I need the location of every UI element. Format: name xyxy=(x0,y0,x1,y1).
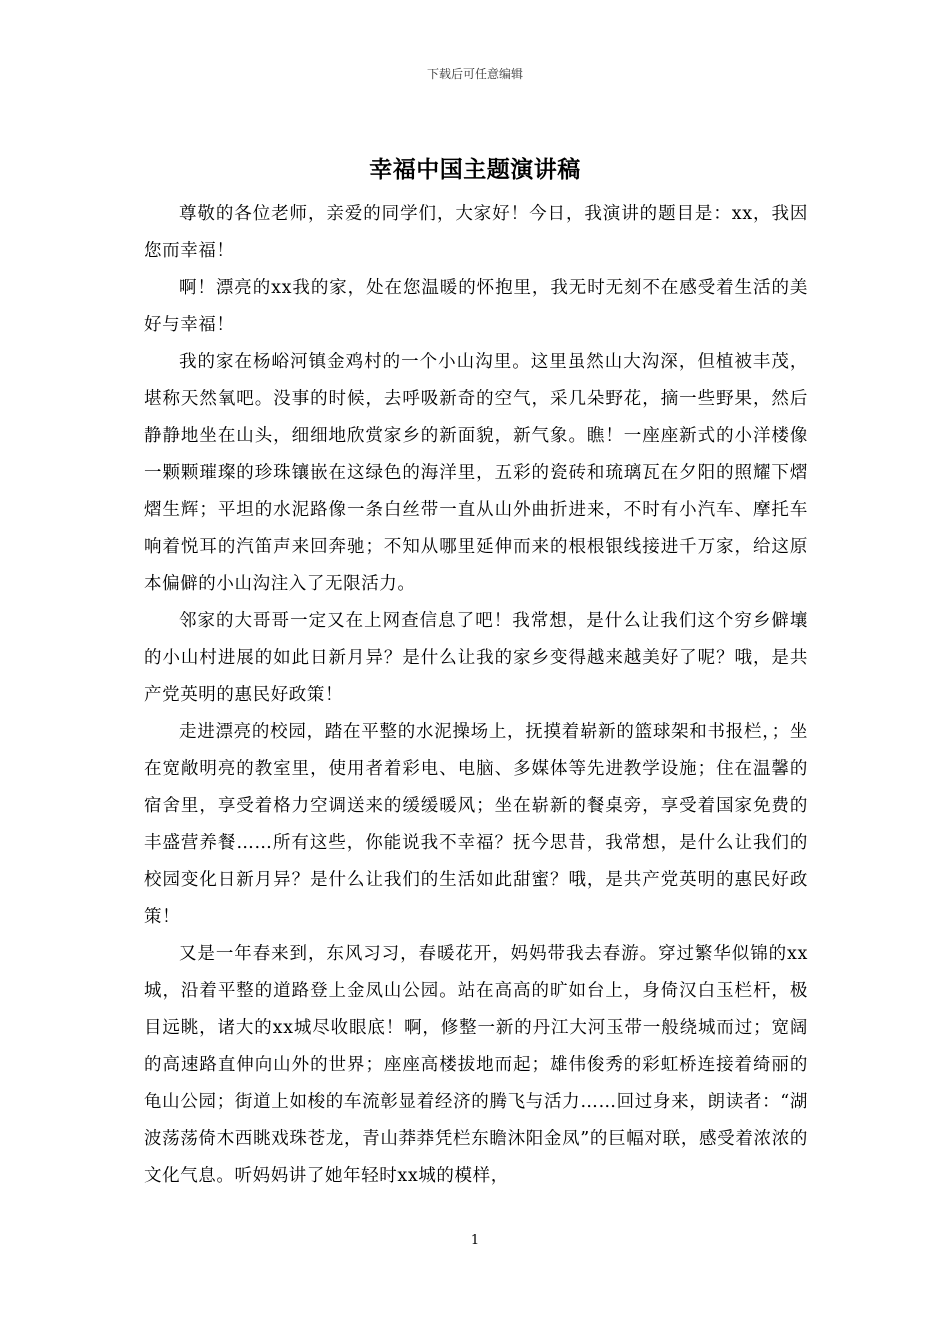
page-header: 下载后可任意编辑 xyxy=(426,67,523,81)
page-number: 1 xyxy=(470,1233,480,1248)
paragraph: 我的家在杨峪河镇金鸡村的一个小山沟里。这里虽然山大沟深，但植被丰茂，堪称天然氧吧。没事的时候，去呼吸新奇的空气，采几朵野花，摘一些野果，然后静静地坐在山头，细细地欣赏家乡的新面貌，新气象。瞧！一座座新式的小洋楼像一颗颗璀璨的珍珠镶嵌在这绿色的海洋里，五彩的瓷砖和琉璃瓦在夕阳的照耀下熠熠生辉；平坦的水泥路像一条白丝带一直从山外曲折进来，不时有小汽车、摩托车响着悦耳的汽笛声来回奔驰；不知从哪里延伸而来的根根银线接进千万家，给这原本偏僻的小山沟注入了无限活力。 xyxy=(144,352,808,594)
paragraph: 邻家的大哥哥一定又在上网查信息了吧！我常想，是什么让我们这个穷乡僻壤的小山村进展的如此日新月异？是什么让我的家乡变得越来越美好了呢？哦，是共产党英明的惠民好政策！ xyxy=(144,611,808,705)
paragraph: 啊！漂亮的xx我的家，处在您温暖的怀抱里，我无时无刻不在感受着生活的美好与幸福！ xyxy=(144,278,808,335)
document-title: 幸福中国主题演讲稿 xyxy=(369,156,581,183)
document-body xyxy=(144,196,808,1195)
paragraph: 走进漂亮的校园，踏在平整的水泥操场上，抚摸着崭新的篮球架和书报栏，；坐在宽敞明亮的教室里，使用者着彩电、电脑、多媒体等先进教学设施；住在温馨的宿舍里，享受着格力空调送来的缓缓暖风；坐在崭新的餐桌旁，享受着国家免费的丰盛营养餐……所有这些，你能说我不幸福？抚今思昔，我常想，是什么让我们的校园变化日新月异？是什么让我们的生活如此甜蜜？哦，是共产党英明的惠民好政策！ xyxy=(144,722,808,927)
paragraph: 尊敬的各位老师，亲爱的同学们，大家好！今日，我演讲的题目是：xx，我因您而幸福！ xyxy=(144,204,808,261)
paragraph: 又是一年春来到，东风习习，春暖花开，妈妈带我去春游。穿过繁华似锦的xx城，沿着平整的道路登上金凤山公园。站在高高的旷如台上，身倚汉白玉栏杆，极目远眺，诸大的xx城尽收眼底！啊，修整一新的丹江大河玉带一般绕城而过；宽阔的高速路直伸向山外的世界；座座高楼拔地而起；雄伟俊秀的彩虹桥连接着绮丽的龟山公园；街道上如梭的车流彰显着经济的腾飞与活力……回过身来，朗读者：“湖波荡荡倚木西眺戏珠苍龙，青山莽莽凭栏东瞻沐阳金凤”的巨幅对联，感受着浓浓的文化气息。听妈妈讲了她年轻时xx城的模样， xyxy=(144,944,808,1186)
